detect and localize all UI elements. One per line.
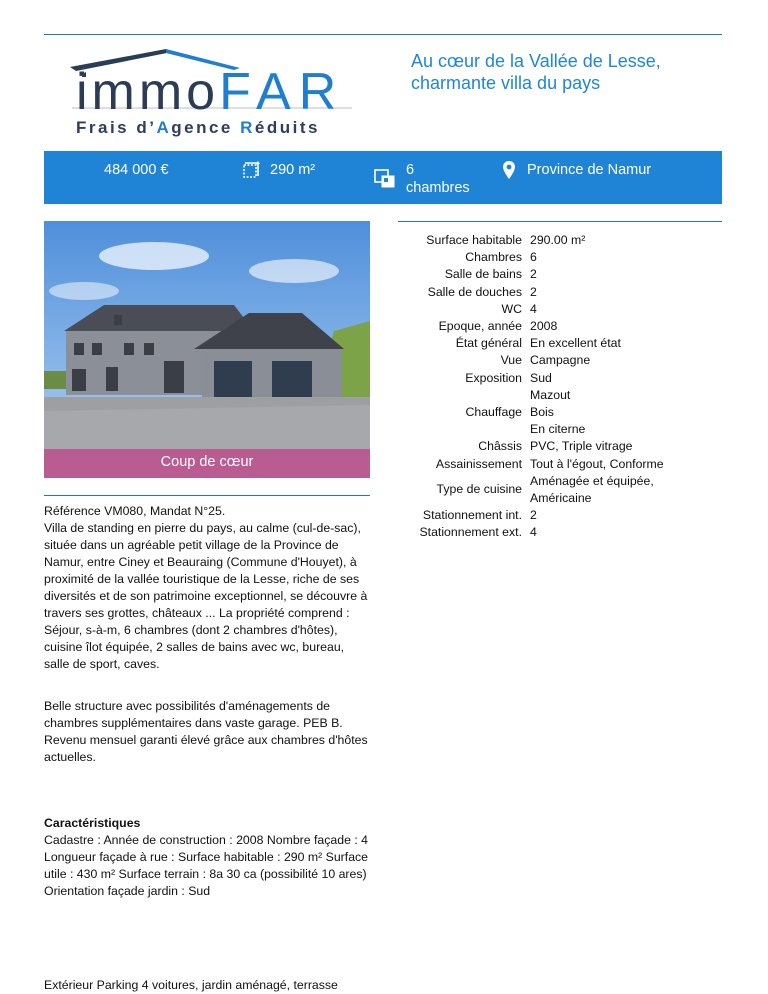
spec-label: Vue xyxy=(500,353,522,368)
characteristics-section xyxy=(44,815,372,900)
spec-value: Campagne xyxy=(530,353,591,368)
logo-immo: immo xyxy=(76,63,220,121)
top-rule xyxy=(44,34,722,35)
spec-value: Sud xyxy=(530,370,552,385)
description-divider xyxy=(44,495,370,496)
area: 290 m² xyxy=(270,162,316,178)
spec-label: Chauffage xyxy=(465,405,522,420)
spec-value: Tout à l'égout, Conforme xyxy=(530,456,664,471)
spec-row xyxy=(404,352,700,369)
immofar-logo[interactable] xyxy=(62,44,362,144)
characteristics-heading: Caractéristiques xyxy=(44,816,141,830)
location-pin-icon xyxy=(502,160,516,180)
spec-label: Epoque, année xyxy=(438,319,522,334)
spec-value: En excellent état xyxy=(530,336,621,351)
spec-label: Stationnement int. xyxy=(422,508,522,523)
area-icon xyxy=(242,161,260,179)
spec-label: Stationnement ext. xyxy=(419,525,522,540)
spec-row xyxy=(404,507,700,524)
spec-value: 4 xyxy=(530,525,537,540)
rooms-icon xyxy=(374,167,396,189)
rooms: 6 chambres xyxy=(406,162,470,196)
exterior-text: Extérieur Parking 4 voitures, jardin aménagé, terrasse xyxy=(44,978,338,992)
spec-row xyxy=(404,318,700,335)
spec-label: Salle de bains xyxy=(444,267,522,282)
spec-value: 2 xyxy=(530,267,537,282)
spec-row xyxy=(404,370,700,387)
spec-row xyxy=(404,387,700,439)
property-photo[interactable] xyxy=(44,221,370,449)
spec-row xyxy=(404,473,700,507)
characteristics-text: Cadastre : Année de construction : 2008 Nombre façade : 4 Longueur façade à rue : Surface habitable : 290 m² Surface utile : 430 m² Surface terrain : 8a 30 ca (possibilité 10 ares) Orientation façade jardin : Sud xyxy=(44,833,369,898)
spec-label: Exposition xyxy=(465,370,522,385)
specs-table xyxy=(404,232,700,542)
spec-value: Aménagée et équipée, Américaine xyxy=(530,473,654,506)
spec-label: Châssis xyxy=(478,439,522,454)
summary-band xyxy=(44,151,722,204)
spec-label: Surface habitable xyxy=(426,233,522,247)
logo-tagline: Frais d’Agence Réduits xyxy=(76,118,320,137)
spec-row xyxy=(404,524,700,541)
spec-value: 4 xyxy=(530,301,537,316)
spec-row xyxy=(404,456,700,473)
spec-label: WC xyxy=(501,301,522,316)
spec-label: Salle de douches xyxy=(427,284,522,299)
spec-value: 2008 xyxy=(530,319,558,334)
logo-wordmark xyxy=(76,63,345,121)
logo-far: FAR xyxy=(219,63,345,121)
spec-row xyxy=(404,266,700,283)
spec-row xyxy=(404,438,700,455)
spec-row xyxy=(404,284,700,301)
description-paragraph-1: Référence VM080, Mandat N°25. Villa de standing en pierre du pays, au calme (cul-de-sac), située dans un agréable petit village de la Province de Namur, entre Ciney et Beauraing (Commune d'Houyet), à proximité de la vallée touristique de la Lesse, riche de ses diversités et de son patrimoine exceptionnel, se découvre à travers ses grottes, châteaux ... La propriété comprend : Séjour, s-à-m, 6 chambres (dont 2 chambres d'hôtes), cuisine îlot équipée, 2 salles de bains avec wc, bureau, salle de sport, caves. xyxy=(44,504,368,671)
spec-value: PVC, Triple vitrage xyxy=(530,439,633,454)
spec-label: État général xyxy=(455,336,522,351)
description-paragraph-2: Belle structure avec possibilités d'aménagements de chambres supplémentaires dans vaste garage. PEB B. Revenu mensuel garanti élevé grâce aux chambres d'hôtes actuelles. xyxy=(44,699,368,764)
price: 484 000 € xyxy=(104,162,169,178)
spec-row xyxy=(404,232,700,249)
spec-label: Type de cuisine xyxy=(436,482,522,497)
spec-label: Chambres xyxy=(465,250,522,265)
spec-value: 290.00 m² xyxy=(530,233,586,247)
spec-value: Mazout Bois En citerne xyxy=(530,387,586,437)
specs-divider xyxy=(398,221,722,222)
spec-row xyxy=(404,249,700,266)
photo-caption-badge: Coup de cœur xyxy=(44,449,370,478)
location: Province de Namur xyxy=(527,162,652,178)
page-title: Au cœur de la Vallée de Lesse, charmante villa du pays xyxy=(411,51,661,93)
spec-value: 2 xyxy=(530,508,537,523)
spec-row xyxy=(404,335,700,352)
spec-value: 6 xyxy=(530,250,537,265)
spec-row xyxy=(404,301,700,318)
spec-value: 2 xyxy=(530,284,537,299)
spec-label: Assainissement xyxy=(435,456,522,471)
